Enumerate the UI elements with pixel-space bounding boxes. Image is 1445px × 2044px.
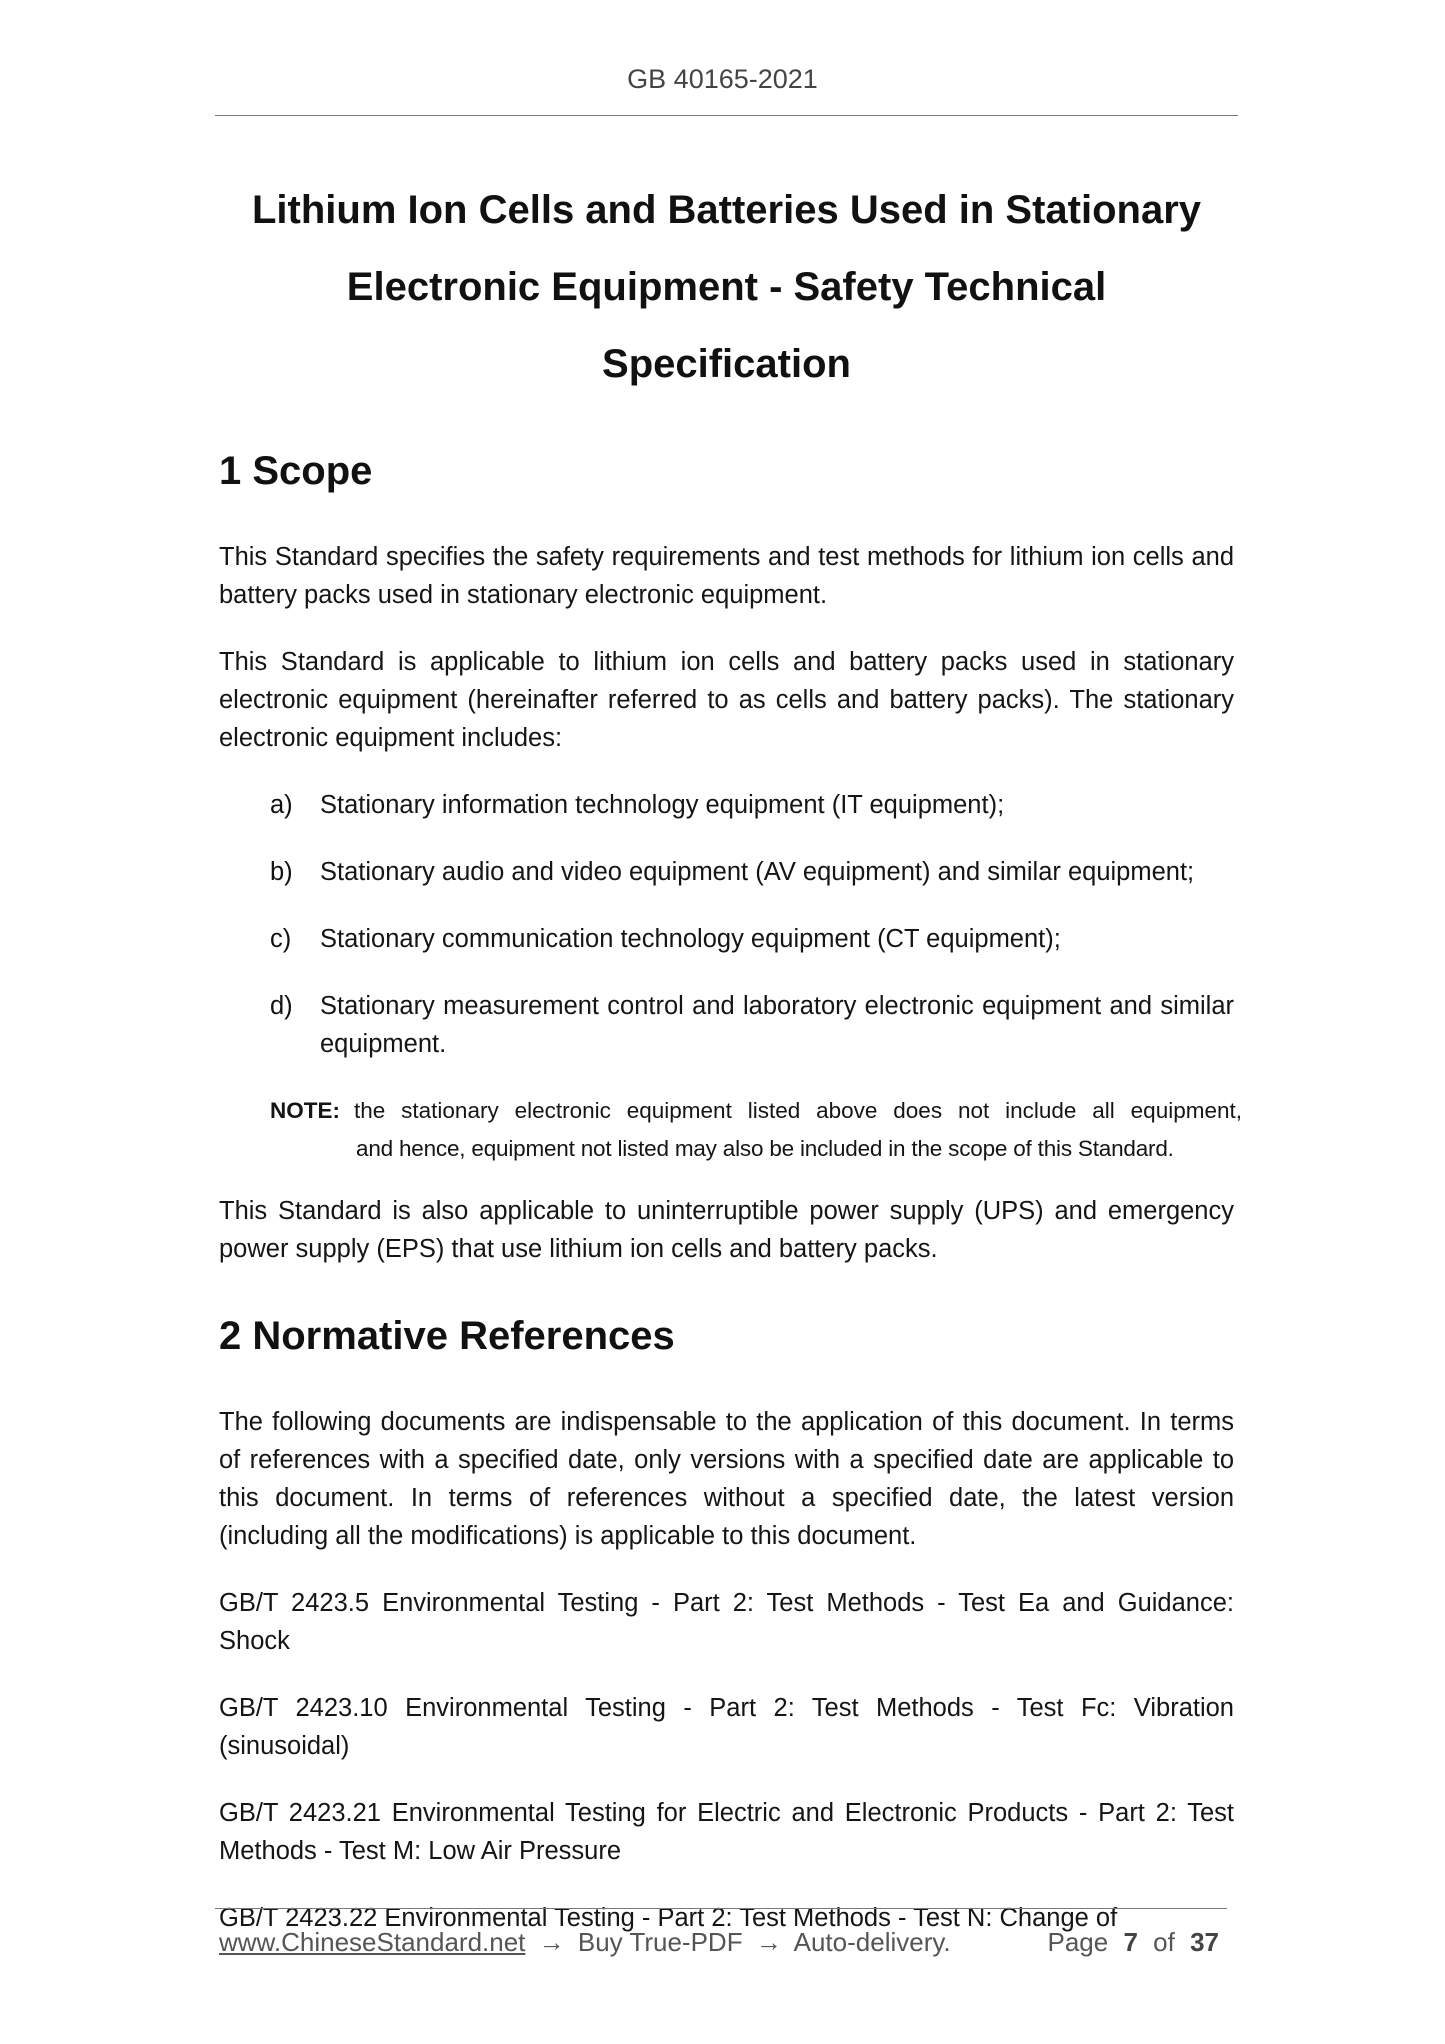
of-word: of xyxy=(1153,1927,1175,1957)
page-indicator xyxy=(1047,1927,1227,1958)
reference-item: GB/T 2423.22 Environmental Testing - Part 2: Test Methods - Test N: Change of xyxy=(219,1904,1118,1932)
scope-paragraph-1: This Standard specifies the safety requirements and test methods for lithium ion cells and battery packs used in stationary electronic equipment. xyxy=(219,543,1234,609)
page-content xyxy=(219,172,1242,1937)
list-item-text: Stationary communication technology equipment (CT equipment); xyxy=(320,925,1061,953)
list-item-text: Stationary information technology equipment (IT equipment); xyxy=(320,791,1005,819)
scope-paragraph-2: This Standard is applicable to lithium ion cells and battery packs used in stationary electronic equipment (hereinafter referred to as cells and battery packs). The stationary electronic equipment includes: xyxy=(219,648,1234,752)
reference-item: GB/T 2423.21 Environmental Testing for Electric and Electronic Products - Part 2: Test Methods - Test M: Low Air Pressure xyxy=(219,1799,1234,1865)
page-footer xyxy=(219,1927,1227,1958)
note-label: NOTE: xyxy=(270,1098,340,1123)
website-link[interactable]: www.ChineseStandard.net xyxy=(219,1927,526,1957)
total-page-count: 37 xyxy=(1190,1927,1219,1957)
list-item xyxy=(219,920,1234,958)
delivery-text: Auto-delivery. xyxy=(793,1927,951,1957)
list-marker: b) xyxy=(270,858,293,886)
note-text-line-1: the stationary electronic equipment listed above does not include all equipment, xyxy=(354,1098,1242,1123)
note-text-line-2: and hence, equipment not listed may also be included in the scope of this Standard. xyxy=(356,1136,1174,1161)
document-title-line-2: Electronic Equipment - Safety Technical Specification xyxy=(346,265,1107,386)
list-item-text: Stationary measurement control and laboratory electronic equipment and similar equipment. xyxy=(320,992,1234,1058)
list-item xyxy=(219,987,1234,1063)
references-intro: The following documents are indispensable to the application of this document. In terms of references with a specified date, only versions with a specified date are applicable to this document. In terms of references without a specified date, the latest version (including all the modifications) is applicable to this document. xyxy=(219,1408,1234,1550)
document-code-header: GB 40165-2021 xyxy=(627,64,818,94)
arrow-right-icon: → xyxy=(538,1927,565,1957)
list-item xyxy=(219,786,1234,824)
reference-item: GB/T 2423.10 Environmental Testing - Part 2: Test Methods - Test Fc: Vibration (sinusoidal) xyxy=(219,1694,1234,1760)
footer-divider xyxy=(215,1908,1227,1909)
equipment-list xyxy=(219,786,1234,1063)
buy-text: Buy True-PDF xyxy=(577,1927,743,1957)
scope-paragraph-3: This Standard is also applicable to uninterruptible power supply (UPS) and emergency power supply (EPS) that use lithium ion cells and battery packs. xyxy=(219,1197,1234,1263)
document-title xyxy=(219,172,1234,403)
footer-left xyxy=(219,1927,951,1958)
list-marker: a) xyxy=(270,791,293,819)
list-item-text: Stationary audio and video equipment (AV equipment) and similar equipment; xyxy=(320,858,1195,886)
list-marker: d) xyxy=(270,992,293,1020)
arrow-right-icon: → xyxy=(755,1927,782,1957)
note-text xyxy=(354,1092,1242,1168)
page-word: Page xyxy=(1047,1927,1109,1957)
scope-note xyxy=(270,1092,1242,1168)
list-marker: c) xyxy=(270,925,292,953)
document-title-line-1: Lithium Ion Cells and Batteries Used in Stationary xyxy=(251,188,1202,232)
current-page-number: 7 xyxy=(1123,1927,1138,1957)
section-heading-scope: 1 Scope xyxy=(219,449,373,493)
header-divider xyxy=(215,115,1238,116)
section-heading-normative-references: 2 Normative References xyxy=(219,1314,675,1358)
list-item xyxy=(219,853,1234,891)
reference-item: GB/T 2423.5 Environmental Testing - Part 2: Test Methods - Test Ea and Guidance: Shock xyxy=(219,1589,1234,1655)
